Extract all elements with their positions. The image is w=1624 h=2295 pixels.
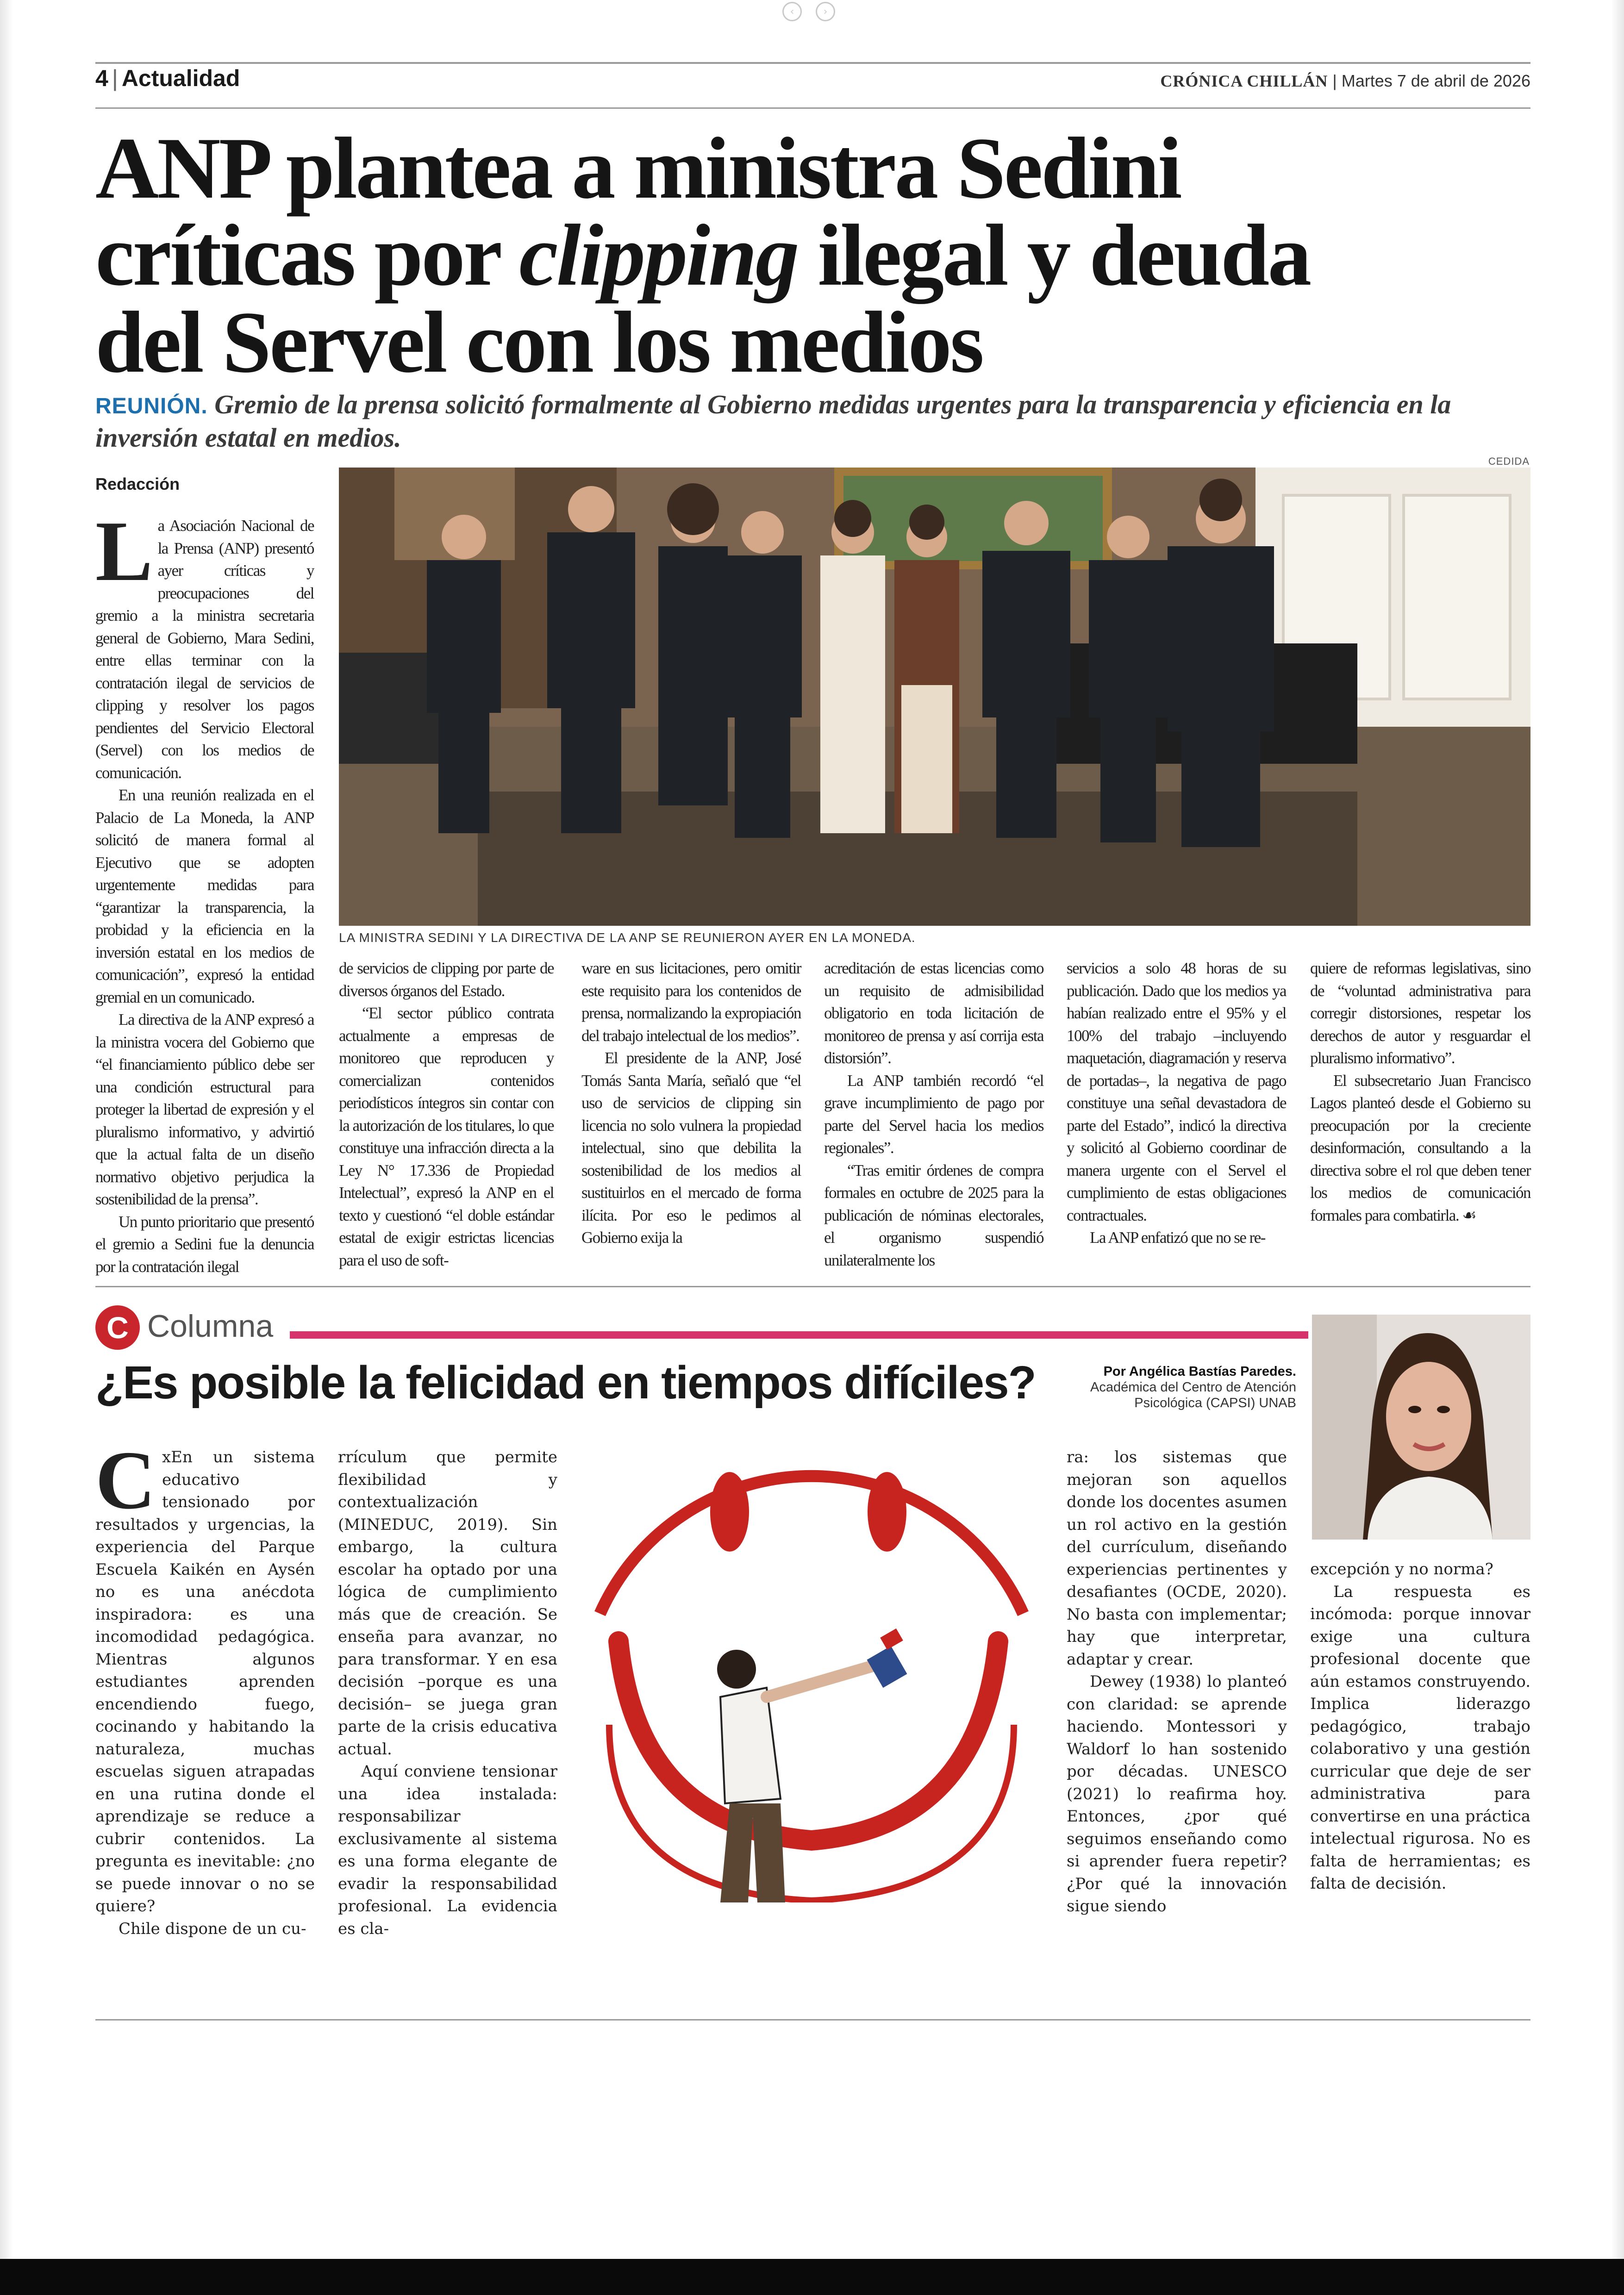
drop-cap: L (95, 504, 152, 599)
article-photo (339, 468, 1530, 926)
header-divider-right: | (1328, 71, 1342, 90)
article-paragraph: “Tras emitir órdenes de compra formales en octubre de 2025 para la publicación de nóminas electorales, el organismo suspendió unilateralmente los (824, 1161, 1043, 1269)
column-paragraph: La respuesta es incómoda: porque innovar exige una cultura profesional docente que aún estamos construyendo. Implica liderazgo pedagógico, trabajo colaborativo y una gestión curricular que deje de ser administrativa para convertirse en una práctica intelectual rigurosa. No es falta de herramientas; es falta de decisión. (1310, 1582, 1530, 1893)
section-divider-rule (95, 1286, 1530, 1287)
article-paragraph: servicios a solo 48 horas de su publicación. Dado que los medios ya habían realizado entre el 95% y el 100% del trabajo –incluyendo maquetación, diagramación y reserva de portadas–, la negativa de pago constituye una señal devastadora de parte del Estado”, indicó la directiva y solicitó al Gobierno coordinar de manera urgente con el Servel el cumplimiento de estas obligaciones contractuales. (1067, 959, 1286, 1224)
article-paragraph: En una reunión realizada en el Palacio de La Moneda, la ANP solicitó de manera formal al Ejecutivo que se adopten urgentemente medidas para “garantizar la transparencia, la probidad y la eficiencia en la inversión estatal en los medios de comunicación”, expresó la entidad gremial en un comunicado. (95, 786, 314, 1006)
article-paragraph: ware en sus licitaciones, pero omitir este requisito para los contenidos de prensa, normalizando la expropiación del trabajo intelectual de los medios”. (581, 959, 801, 1045)
article-paragraph: La directiva de la ANP expresó a la ministra vocera del Gobierno que “el financiamiento público debe ser una condición estructural para proteger la libertad de expresión y el pluralismo informativo, y advirtió que la actual falta de un diseño normativo objetivo perjudica la sostenibilidad de la prensa”. (95, 1010, 314, 1208)
column-paragraph: Dewey (1938) lo planteó con claridad: se aprende haciendo. Montessori y Waldorf lo han sostenido por décadas. UNESCO (2021) lo reafirma hoy. Entonces, ¿por qué seguimos enseñando como si aprender fuera repetir? ¿Por qué la innovación sigue siendo (1067, 1672, 1287, 1915)
byline-role: Académica del Centro de Atención Psicológica (CAPSI) UNAB (1090, 1380, 1296, 1410)
author-photo (1312, 1315, 1530, 1540)
page-bottom-rule (95, 2019, 1530, 2021)
prev-page-icon[interactable]: ‹ (782, 2, 802, 21)
article-paragraph: El subsecretario Juan Francisco Lagos planteó desde el Gobierno su preocupación por la creciente desinformación, consultando a la directiva sobre el rol que deben tener los medios de comunicación formales para combatirla. (1310, 1071, 1530, 1224)
publication-name: CRÓNICA CHILLÁN (1160, 72, 1328, 90)
next-page-icon[interactable]: › (816, 2, 835, 21)
article-lead (95, 389, 1530, 454)
meeting-group-photo (339, 468, 1530, 926)
header-top-rule (95, 62, 1530, 64)
headline-line-1: ANP plantea a ministra Sedini (95, 120, 1181, 217)
column-paragraph: ra: los sistemas que mejoran son aquellos donde los docentes asumen un rol activo en la gestión del currículum, diseñando experiencias pertinentes y desafiantes (OCDE, 2020). No basta con implementar; hay que interpretar, adaptar y crear. (1067, 1448, 1287, 1669)
header-bottom-rule (95, 107, 1530, 109)
article-paragraph: de servicios de clipping por parte de diversos órganos del Estado. (339, 959, 554, 1000)
column-paragraph: excepción y no norma? (1310, 1560, 1493, 1578)
viewer-bottom-bar (0, 2259, 1624, 2295)
article-paragraph: La ANP enfatizó que no se re- (1090, 1229, 1265, 1247)
publication-info (1160, 71, 1530, 91)
article-paragraph: a Asociación Nacional de la Prensa (ANP) presentó ayer críticas y preocupaciones del gremio a la ministra secretaria general de Gobierno, Mara Sedini, entre ellas terminar con la contratación ilegal de servicios de clipping y resolver los pagos pendientes del Servicio Electoral (Servel) con los medios de comunicación. (95, 517, 314, 782)
article-column-5 (1067, 957, 1286, 1249)
column-text-2 (338, 1446, 557, 1940)
column-badge: C (95, 1305, 140, 1350)
article-paragraph: acreditación de estas licencias como un requisito de admisibilidad obligatorio en toda licitación de monitoreo de prensa y así corrija esta distorsión”. (824, 959, 1043, 1067)
column-accent-bar (290, 1331, 1308, 1339)
lead-text: Gremio de la prensa solicitó formalmente al Gobierno medidas urgentes para la transparencia y eficiencia en la inversión estatal en medios. (95, 389, 1451, 453)
article-headline (95, 120, 1540, 391)
column-text-3 (1067, 1446, 1287, 1918)
author-portrait (1312, 1315, 1530, 1540)
byline-name: Por Angélica Bastías Paredes. (1103, 1364, 1296, 1379)
section-name: Actualidad (121, 65, 240, 91)
page-edge-left (0, 0, 13, 2259)
viewer-nav[interactable] (782, 2, 835, 21)
photo-caption: LA MINISTRA SEDINI Y LA DIRECTIVA DE LA ANP SE REUNIERON AYER EN LA MONEDA. (339, 930, 916, 945)
article-author: Redacción (95, 474, 180, 493)
article-paragraph: Un punto prioritario que presentó el gremio a Sedini fue la denuncia por la contratación ilegal (95, 1212, 314, 1276)
column-paragraph: Aquí conviene tensionar una idea instalada: responsabilizar exclusivamente al sistema es una forma elegante de evadir la responsabilidad profesional. La evidencia es cla- (338, 1762, 557, 1938)
page-section-header (95, 65, 240, 92)
column-label: Columna (147, 1309, 274, 1344)
page-edge-right (1611, 0, 1624, 2259)
smiley-painter-illustration (581, 1447, 1042, 1902)
article-paragraph: El presidente de la ANP, José Tomás Santa María, señaló que “el uso de servicios de clipping sin licencia no solo vulnera la propiedad intelectual, sino que debilita la sostenibilidad de los medios al sustituirlos en el mercado de forma ilícita. Por eso le pedimos al Gobierno exija la (581, 1049, 801, 1247)
column-paragraph: xEn un sistema educativo tensionado por resultados y urgencias, la experiencia del Parque Escuela Kaikén en Aysén no es una anécdota inspiradora: es una incomodidad pedagógica. Mientras algunos estudiantes aprenden encendiendo fuego, cocinando y habitando la naturaleza, muchas escuelas siguen atrapadas en una rutina donde el aprendizaje se reduce a cubrir contenidos. La pregunta es inevitable: ¿no se puede innovar o no se quiere? (95, 1448, 315, 1915)
headline-line-3: del Servel con los medios (95, 294, 982, 391)
article-paragraph: La ANP también recordó “el grave incumplimiento de pago por parte del Servel hacia los medios regionales”. (824, 1071, 1043, 1157)
column-paragraph: rrículum que permite flexibilidad y contextualización (MINEDUC, 2019). Sin embargo, la cultura escolar ha optado por una lógica de cumplimiento más que de creación. Se enseña para avanzar, no para transformar. Y en esa decisión –porque es una decisión– se juega gran parte de la crisis educativa actual. (338, 1448, 557, 1759)
article-column-2 (339, 957, 554, 1272)
end-mark-icon: ☙ (1462, 1206, 1476, 1224)
column-illustration (581, 1447, 1042, 1902)
headline-line-2-italic: clipping (519, 207, 798, 304)
article-paragraph: quiere de reformas legislativas, sino de “voluntad administrativa para corregir distorsiones, respetar los derechos de autor y resguardar el pluralismo informativo”. (1310, 959, 1530, 1067)
article-column-6 (1310, 957, 1530, 1227)
lead-tag: REUNIÓN. (95, 394, 208, 418)
article-column-4 (824, 957, 1043, 1272)
column-drop-cap: C (95, 1434, 156, 1526)
column-byline (1037, 1364, 1296, 1411)
headline-line-2a: críticas por (95, 207, 519, 304)
photo-credit: CEDIDA (1488, 455, 1530, 467)
header-divider: | (112, 65, 118, 91)
headline-line-2c: ilegal y deuda (797, 207, 1310, 304)
column-paragraph: Chile dispone de un cu- (119, 1919, 306, 1938)
column-text-1 (95, 1434, 315, 1940)
article-column-1 (95, 504, 314, 1278)
column-title: ¿Es posible la felicidad en tiempos difíciles? (95, 1357, 1036, 1409)
publication-date: Martes 7 de abril de 2026 (1341, 71, 1530, 90)
page-number: 4 (95, 65, 108, 91)
article-column-3 (581, 957, 801, 1249)
column-text-4 (1310, 1558, 1530, 1895)
article-paragraph: “El sector público contrata actualmente a empresas de monitoreo que reproducen y comercializan contenidos periodísticos íntegros sin contar con la autorización de los titulares, lo que constituye una infracción directa a la Ley N° 17.336 de Propiedad Intelectual”, expresó la ANP en el texto y cuestionó “el doble estándar estatal de exigir estrictas licencias para el uso de soft- (339, 1004, 554, 1269)
